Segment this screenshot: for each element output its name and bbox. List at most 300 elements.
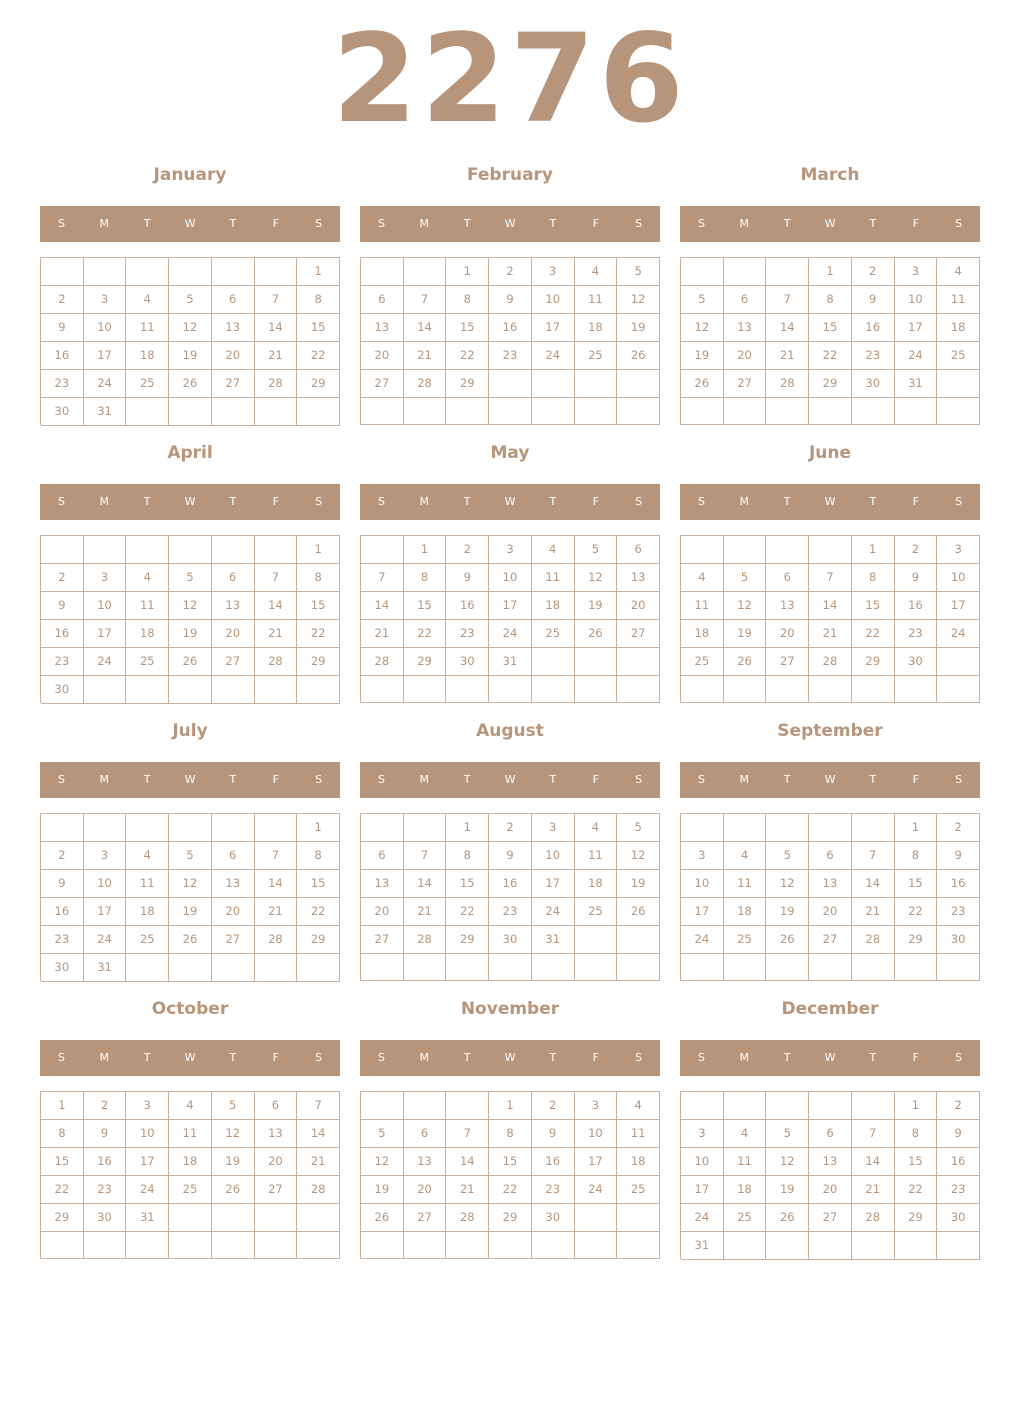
day-cell: 31 — [895, 370, 938, 398]
empty-cell — [361, 1232, 404, 1259]
day-cell: 19 — [617, 870, 660, 898]
day-cell: 14 — [297, 1120, 340, 1148]
day-cell: 5 — [575, 536, 618, 564]
day-cell: 20 — [766, 620, 809, 648]
weekday-header — [40, 762, 340, 798]
day-cell: 13 — [361, 314, 404, 342]
weekday-header — [680, 762, 980, 798]
day-cell: 14 — [809, 592, 852, 620]
day-cell: 28 — [404, 370, 447, 398]
weekday-label: W — [824, 495, 836, 508]
day-cell: 30 — [532, 1204, 575, 1232]
day-cell: 3 — [937, 536, 980, 564]
day-cell: 20 — [724, 342, 767, 370]
day-cell: 4 — [575, 814, 618, 842]
weekday-header — [360, 762, 660, 798]
day-cell: 22 — [489, 1176, 532, 1204]
day-cell: 27 — [255, 1176, 298, 1204]
day-cell: 14 — [766, 314, 809, 342]
day-cell: 10 — [489, 564, 532, 592]
day-cell: 9 — [41, 592, 84, 620]
day-cell: 12 — [617, 842, 660, 870]
day-cell: 13 — [809, 1148, 852, 1176]
day-cell: 2 — [489, 258, 532, 286]
day-cell: 8 — [297, 564, 340, 592]
day-cell: 8 — [809, 286, 852, 314]
day-cell: 4 — [169, 1092, 212, 1120]
day-grid — [680, 535, 980, 703]
day-cell: 5 — [617, 814, 660, 842]
empty-cell — [84, 258, 127, 286]
day-cell: 23 — [41, 370, 84, 398]
empty-cell — [126, 676, 169, 704]
day-cell: 25 — [169, 1176, 212, 1204]
day-cell: 3 — [895, 258, 938, 286]
day-cell: 17 — [681, 898, 724, 926]
day-cell: 18 — [575, 314, 618, 342]
empty-cell — [809, 954, 852, 981]
day-cell: 9 — [489, 842, 532, 870]
day-cell: 7 — [255, 286, 298, 314]
weekday-label: S — [57, 773, 65, 786]
weekday-label: S — [697, 1051, 705, 1064]
weekday-label: F — [592, 217, 599, 230]
weekday-label: F — [912, 773, 919, 786]
day-cell: 27 — [617, 620, 660, 648]
day-cell: 3 — [84, 842, 127, 870]
weekday-label: T — [783, 1051, 791, 1064]
day-cell: 17 — [937, 592, 980, 620]
empty-cell — [766, 1232, 809, 1260]
empty-cell — [852, 676, 895, 703]
day-cell: 8 — [895, 842, 938, 870]
empty-cell — [617, 1232, 660, 1259]
day-cell: 21 — [446, 1176, 489, 1204]
day-cell: 24 — [532, 342, 575, 370]
day-cell: 22 — [404, 620, 447, 648]
weekday-header — [40, 1040, 340, 1076]
day-cell: 5 — [169, 564, 212, 592]
day-cell: 26 — [766, 926, 809, 954]
day-cell: 7 — [852, 1120, 895, 1148]
day-cell: 28 — [852, 1204, 895, 1232]
day-cell: 15 — [297, 592, 340, 620]
weekday-header — [360, 484, 660, 520]
day-cell: 14 — [255, 592, 298, 620]
empty-cell — [852, 398, 895, 425]
day-cell: 18 — [617, 1148, 660, 1176]
day-cell: 1 — [297, 536, 340, 564]
empty-cell — [489, 954, 532, 981]
day-cell: 27 — [724, 370, 767, 398]
empty-cell — [404, 814, 447, 842]
day-cell: 31 — [532, 926, 575, 954]
day-cell: 26 — [617, 342, 660, 370]
day-cell: 29 — [297, 370, 340, 398]
day-cell: 17 — [84, 898, 127, 926]
day-cell: 15 — [895, 870, 938, 898]
day-grid — [360, 813, 660, 981]
weekday-label: T — [869, 773, 877, 786]
empty-cell — [361, 536, 404, 564]
day-cell: 16 — [852, 314, 895, 342]
day-cell: 5 — [724, 564, 767, 592]
day-cell: 28 — [255, 370, 298, 398]
day-cell: 18 — [724, 1176, 767, 1204]
empty-cell — [169, 676, 212, 704]
day-cell: 29 — [446, 926, 489, 954]
day-cell: 26 — [766, 1204, 809, 1232]
day-cell: 21 — [255, 898, 298, 926]
weekday-label: S — [635, 495, 643, 508]
day-cell: 4 — [575, 258, 618, 286]
month-september — [680, 716, 980, 986]
day-cell: 13 — [809, 870, 852, 898]
weekday-label: S — [635, 773, 643, 786]
day-cell: 19 — [724, 620, 767, 648]
empty-cell — [681, 676, 724, 703]
empty-cell — [404, 258, 447, 286]
day-cell: 19 — [766, 1176, 809, 1204]
day-cell: 14 — [255, 870, 298, 898]
empty-cell — [297, 1204, 340, 1232]
empty-cell — [766, 536, 809, 564]
empty-cell — [446, 1232, 489, 1259]
day-cell: 15 — [809, 314, 852, 342]
month-name: June — [808, 443, 852, 463]
day-cell: 24 — [126, 1176, 169, 1204]
day-cell: 19 — [169, 898, 212, 926]
day-cell: 22 — [297, 342, 340, 370]
day-cell: 11 — [617, 1120, 660, 1148]
day-cell: 7 — [361, 564, 404, 592]
empty-cell — [297, 676, 340, 704]
day-cell: 1 — [297, 258, 340, 286]
weekday-label: S — [635, 1051, 643, 1064]
month-october — [40, 994, 340, 1264]
day-cell: 3 — [532, 814, 575, 842]
weekday-label: S — [377, 1051, 385, 1064]
empty-cell — [126, 536, 169, 564]
day-cell: 3 — [681, 842, 724, 870]
day-cell: 17 — [84, 620, 127, 648]
day-grid — [40, 535, 340, 703]
weekday-header — [680, 484, 980, 520]
empty-cell — [126, 1232, 169, 1259]
empty-cell — [41, 1232, 84, 1259]
day-cell: 7 — [766, 286, 809, 314]
day-cell: 21 — [297, 1148, 340, 1176]
day-cell: 29 — [41, 1204, 84, 1232]
month-march — [680, 160, 980, 430]
month-name: October — [151, 999, 229, 1019]
empty-cell — [532, 370, 575, 398]
day-cell: 6 — [361, 842, 404, 870]
day-cell: 23 — [895, 620, 938, 648]
weekday-label: W — [184, 495, 196, 508]
day-cell: 8 — [895, 1120, 938, 1148]
day-cell: 12 — [169, 592, 212, 620]
day-cell: 19 — [575, 592, 618, 620]
empty-cell — [126, 814, 169, 842]
day-cell: 21 — [255, 620, 298, 648]
day-cell: 18 — [937, 314, 980, 342]
empty-cell — [404, 676, 447, 703]
empty-cell — [617, 398, 660, 425]
weekday-header — [40, 206, 340, 242]
empty-cell — [255, 536, 298, 564]
empty-cell — [681, 954, 724, 981]
day-cell: 24 — [84, 648, 127, 676]
day-cell: 25 — [126, 648, 169, 676]
weekday-label: M — [739, 217, 750, 230]
day-cell: 30 — [446, 648, 489, 676]
day-cell: 15 — [297, 870, 340, 898]
day-cell: 6 — [809, 842, 852, 870]
weekday-label: M — [99, 1051, 110, 1064]
day-cell: 5 — [169, 286, 212, 314]
weekday-label: W — [184, 1051, 196, 1064]
empty-cell — [724, 398, 767, 425]
empty-cell — [895, 398, 938, 425]
day-cell: 28 — [404, 926, 447, 954]
weekday-label: T — [143, 217, 151, 230]
day-cell: 31 — [126, 1204, 169, 1232]
day-cell: 1 — [895, 1092, 938, 1120]
day-grid — [40, 257, 340, 425]
day-cell: 9 — [446, 564, 489, 592]
month-name: May — [490, 443, 530, 463]
empty-cell — [255, 1232, 298, 1259]
day-cell: 24 — [937, 620, 980, 648]
day-cell: 22 — [446, 342, 489, 370]
day-cell: 7 — [446, 1120, 489, 1148]
day-cell: 22 — [895, 898, 938, 926]
empty-cell — [937, 398, 980, 425]
day-grid — [680, 1091, 980, 1259]
empty-cell — [446, 1092, 489, 1120]
weekday-label: W — [824, 1051, 836, 1064]
day-cell: 13 — [404, 1148, 447, 1176]
empty-cell — [895, 676, 938, 703]
day-cell: 30 — [41, 398, 84, 426]
day-cell: 24 — [532, 898, 575, 926]
day-cell: 8 — [297, 286, 340, 314]
weekday-header — [680, 206, 980, 242]
day-cell: 26 — [575, 620, 618, 648]
day-cell: 6 — [212, 564, 255, 592]
month-name: November — [460, 999, 560, 1019]
day-cell: 11 — [724, 1148, 767, 1176]
day-cell: 18 — [126, 898, 169, 926]
weekday-label: S — [377, 773, 385, 786]
weekday-label: W — [504, 495, 516, 508]
day-cell: 19 — [212, 1148, 255, 1176]
day-cell: 15 — [446, 870, 489, 898]
empty-cell — [489, 1232, 532, 1259]
day-cell: 16 — [84, 1148, 127, 1176]
empty-cell — [532, 676, 575, 703]
day-cell: 13 — [212, 314, 255, 342]
month-february — [360, 160, 660, 430]
weekday-label: S — [377, 495, 385, 508]
day-grid — [680, 813, 980, 981]
day-cell: 8 — [489, 1120, 532, 1148]
day-cell: 10 — [937, 564, 980, 592]
month-name: March — [800, 165, 860, 185]
empty-cell — [212, 536, 255, 564]
month-december — [680, 994, 980, 1264]
empty-cell — [895, 954, 938, 981]
day-cell: 20 — [212, 342, 255, 370]
empty-cell — [937, 370, 980, 398]
weekday-label: T — [143, 1051, 151, 1064]
day-cell: 6 — [255, 1092, 298, 1120]
empty-cell — [361, 814, 404, 842]
day-cell: 2 — [532, 1092, 575, 1120]
month-name: January — [153, 165, 227, 185]
day-cell: 7 — [852, 842, 895, 870]
weekday-label: M — [99, 773, 110, 786]
day-cell: 6 — [361, 286, 404, 314]
empty-cell — [617, 370, 660, 398]
weekday-label: S — [315, 773, 323, 786]
weekday-label: T — [463, 773, 471, 786]
day-cell: 18 — [169, 1148, 212, 1176]
empty-cell — [809, 814, 852, 842]
day-cell: 9 — [489, 286, 532, 314]
day-cell: 27 — [212, 926, 255, 954]
day-cell: 25 — [617, 1176, 660, 1204]
empty-cell — [255, 398, 298, 426]
empty-cell — [724, 954, 767, 981]
weekday-label: T — [229, 773, 237, 786]
day-cell: 4 — [681, 564, 724, 592]
day-cell: 23 — [41, 926, 84, 954]
day-cell: 13 — [212, 592, 255, 620]
empty-cell — [852, 954, 895, 981]
day-cell: 17 — [575, 1148, 618, 1176]
day-cell: 10 — [681, 870, 724, 898]
empty-cell — [617, 1204, 660, 1232]
day-cell: 29 — [297, 648, 340, 676]
day-cell: 8 — [446, 286, 489, 314]
day-cell: 29 — [895, 926, 938, 954]
month-november — [360, 994, 660, 1264]
weekday-label: F — [592, 773, 599, 786]
day-cell: 10 — [532, 842, 575, 870]
empty-cell — [895, 1232, 938, 1260]
day-cell: 10 — [126, 1120, 169, 1148]
day-cell: 20 — [212, 620, 255, 648]
day-cell: 25 — [126, 370, 169, 398]
day-cell: 21 — [852, 898, 895, 926]
weekday-label: T — [549, 1051, 557, 1064]
weekday-label: T — [549, 495, 557, 508]
day-cell: 9 — [41, 314, 84, 342]
day-cell: 29 — [404, 648, 447, 676]
day-cell: 17 — [126, 1148, 169, 1176]
day-cell: 28 — [766, 370, 809, 398]
day-cell: 25 — [575, 342, 618, 370]
day-cell: 8 — [404, 564, 447, 592]
day-cell: 18 — [575, 870, 618, 898]
empty-cell — [532, 648, 575, 676]
empty-cell — [255, 954, 298, 982]
weekday-label: M — [419, 217, 430, 230]
weekday-label: T — [869, 1051, 877, 1064]
empty-cell — [575, 1232, 618, 1259]
empty-cell — [575, 926, 618, 954]
day-cell: 21 — [809, 620, 852, 648]
day-cell: 7 — [255, 564, 298, 592]
day-cell: 3 — [84, 286, 127, 314]
empty-cell — [446, 398, 489, 425]
day-cell: 1 — [297, 814, 340, 842]
empty-cell — [404, 954, 447, 981]
day-cell: 18 — [126, 342, 169, 370]
day-cell: 8 — [852, 564, 895, 592]
month-january — [40, 160, 340, 430]
day-cell: 11 — [169, 1120, 212, 1148]
day-cell: 2 — [41, 842, 84, 870]
day-cell: 27 — [404, 1204, 447, 1232]
empty-cell — [724, 258, 767, 286]
year-title: 2276 — [332, 8, 688, 150]
empty-cell — [361, 398, 404, 425]
day-cell: 23 — [937, 1176, 980, 1204]
day-cell: 31 — [84, 398, 127, 426]
empty-cell — [255, 1204, 298, 1232]
weekday-label: T — [229, 217, 237, 230]
day-cell: 24 — [84, 926, 127, 954]
day-cell: 1 — [852, 536, 895, 564]
empty-cell — [212, 676, 255, 704]
day-cell: 18 — [724, 898, 767, 926]
day-cell: 17 — [681, 1176, 724, 1204]
day-cell: 10 — [84, 870, 127, 898]
day-cell: 27 — [809, 1204, 852, 1232]
day-cell: 21 — [361, 620, 404, 648]
day-cell: 1 — [404, 536, 447, 564]
day-cell: 6 — [724, 286, 767, 314]
weekday-label: S — [57, 1051, 65, 1064]
day-cell: 23 — [446, 620, 489, 648]
empty-cell — [255, 258, 298, 286]
weekday-label: S — [377, 217, 385, 230]
day-cell: 8 — [41, 1120, 84, 1148]
day-cell: 15 — [895, 1148, 938, 1176]
day-cell: 16 — [41, 342, 84, 370]
empty-cell — [212, 398, 255, 426]
empty-cell — [681, 536, 724, 564]
day-cell: 4 — [532, 536, 575, 564]
day-cell: 1 — [446, 814, 489, 842]
weekday-label: T — [463, 495, 471, 508]
empty-cell — [532, 1232, 575, 1259]
day-cell: 30 — [937, 926, 980, 954]
day-cell: 14 — [404, 314, 447, 342]
day-grid — [360, 257, 660, 425]
empty-cell — [126, 954, 169, 982]
empty-cell — [169, 536, 212, 564]
day-cell: 23 — [41, 648, 84, 676]
month-name: December — [781, 999, 879, 1019]
day-cell: 24 — [489, 620, 532, 648]
empty-cell — [724, 1232, 767, 1260]
empty-cell — [212, 1204, 255, 1232]
empty-cell — [84, 814, 127, 842]
